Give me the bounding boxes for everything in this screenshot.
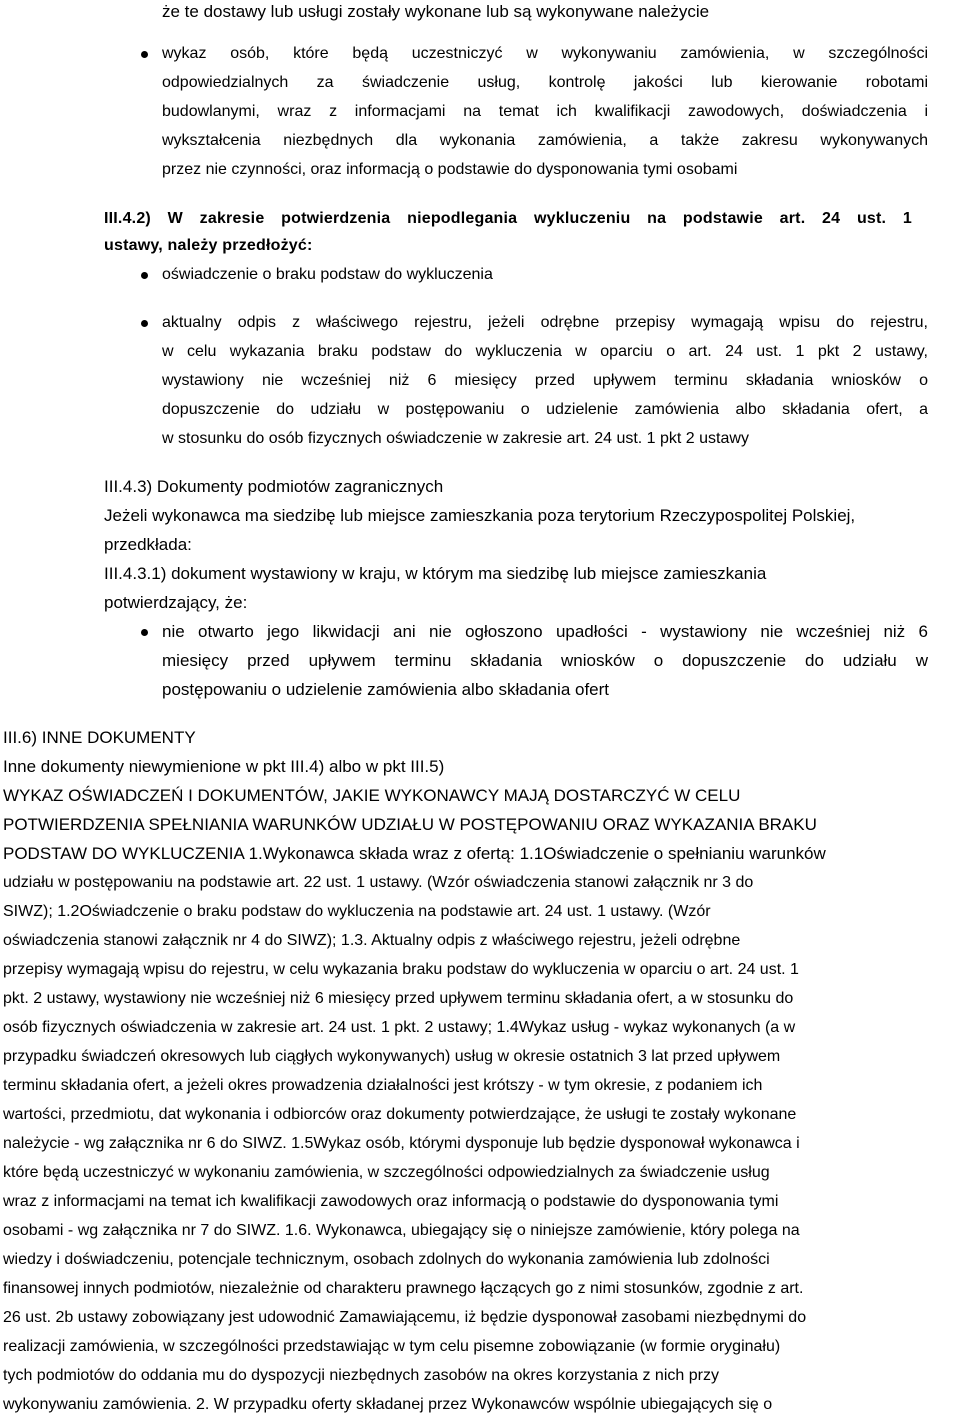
inne-line: wiedzy i doświadczeniu, potencjale technicznym, osobach zdolnych do wykonania zamówienia lub zdolności [3,1251,770,1268]
likwidacja-line: nie otwarto jego likwidacji ani nie ogłoszono upadłości - wystawiony nie wcześniej niż 6 [162,622,928,641]
zagraniczne-line: przedkłada: [104,535,192,554]
inne-line: tych podmiotów do oddania mu do dyspozycji niezbędnych zasobów na okres korzystania z nich przy [3,1367,719,1384]
likwidacja-line: miesięcy przed upływem terminu składania wniosków o dopuszczenie do udziału w [162,651,928,670]
inne-line: osób fizycznych oświadczenia w zakresie art. 24 ust. 1 pkt. 2 ustawy; 1.4Wykaz usług - wykaz wykonanych (a w [3,1019,796,1036]
bullet-icon [141,51,148,58]
inne-line: oświadczenia stanowi załącznik nr 4 do SIWZ); 1.3. Aktualny odpis z właściwego rejestru, jeżeli odrębne [3,932,741,949]
odpis-line: aktualny odpis z właściwego rejestru, jeżeli odrębne przepisy wymagają wpisu do rejestru, [162,314,928,331]
inne-line: terminu składania ofert, a jeżeli okres prowadzenia działalności jest krótszy - w tym okresie, z podaniem ich [3,1077,763,1094]
odpis-line: dopuszczenie do udziału w postępowaniu o udzielenie zamówienia albo składania ofert, a [162,401,928,418]
inne-line: wartości, przedmiotu, dat wykonania i odbiorców oraz dokumenty potwierdzające, że usługi te zostały wykonane [3,1106,797,1123]
inne-line: 26 ust. 2b ustawy zobowiązany jest udowodnić Zamawiającemu, iż będzie dysponował zasobami niezbędnymi do [3,1309,807,1326]
section-heading-342: III.4.2) W zakresie potwierdzenia niepodlegania wykluczeniu na podstawie art. 24 ust. 1 [104,210,912,227]
inne-line: finansowej innych podmiotów, niezależnie od charakteru prawnego łączących go z nimi stosunków, zgodnie z art. [3,1280,804,1297]
inne-line: POTWIERDZENIA SPEŁNIANIA WARUNKÓW UDZIAŁU W POSTĘPOWANIU ORAZ WYKAZANIA BRAKU [3,815,817,834]
section-heading-343: III.4.3) Dokumenty podmiotów zagranicznych [104,477,444,496]
odpis-line: wystawiony nie wcześniej niż 6 miesięcy przed upływem terminu składania wniosków o [162,372,928,389]
zagraniczne-line: Jeżeli wykonawca ma siedzibę lub miejsce zamieszkania poza terytorium Rzeczypospolitej Polskiej, [104,506,856,525]
inne-line: osobami - wg załącznika nr 7 do SIWZ. 1.6. Wykonawca, ubiegający się o niniejsze zamówienie, który polega na [3,1222,800,1239]
wykaz-line: przez nie czynności, oraz informacją o podstawie do dysponowania tymi osobami [162,161,738,178]
inne-line: wykonywaniu zamówienia. 2. W przypadku oferty składanej przez Wykonawców wspólnie ubiegających się o [3,1396,773,1413]
section-heading-36: III.6) INNE DOKUMENTY [3,728,196,747]
inne-line: SIWZ); 1.2Oświadczenie o braku podstaw do wykluczenia na podstawie art. 24 ust. 1 ustawy. (Wzór [3,903,711,920]
oswiadczenie-line: oświadczenie o braku podstaw do wykluczenia [162,266,493,283]
inne-line: przepisy wymagają wpisu do rejestru, w celu wykazania braku podstaw do wykluczenia w oparciu o art. 24 ust. 1 [3,961,799,978]
inne-line: PODSTAW DO WYKLUCZENIA 1.Wykonawca składa wraz z ofertą: 1.1Oświadczenie o spełnianiu warunków [3,844,826,863]
wykaz-line: wykształcenia niezbędnych dla wykonania zamówienia, a także zakresu wykonywanych [162,132,928,149]
zagraniczne-line: III.4.3.1) dokument wystawiony w kraju, w którym ma siedzibę lub miejsce zamieszkania [104,564,767,583]
section-heading-342: ustawy, należy przedłożyć: [104,237,313,254]
likwidacja-line: postępowaniu o udzielenie zamówienia albo składania ofert [162,680,610,699]
inne-line: WYKAZ OŚWIADCZEŃ I DOKUMENTÓW, JAKIE WYKONAWCY MAJĄ DOSTARCZYĆ W CELU [3,786,741,805]
bullet-icon [141,629,148,636]
inne-line: wraz z informacjami na temat ich kwalifikacji zawodowych oraz informacją o podstawie do dysponowania tymi [3,1193,779,1210]
inne-line: Inne dokumenty niewymienione w pkt III.4) albo w pkt III.5) [3,757,445,776]
inne-line: udziału w postępowaniu na podstawie art. 22 ust. 1 ustawy. (Wzór oświadczenia stanowi załącznik nr 3 do [3,874,754,891]
wykaz-line: budowlanymi, wraz z informacjami na temat ich kwalifikacji zawodowych, doświadczenia i [162,103,928,120]
bullet-icon [141,272,148,279]
inne-line: realizacji zamówienia, w szczególności przedstawiając w tym celu pisemne zobowiązanie (w formie oryginału) [3,1338,781,1355]
bullet-icon [141,320,148,327]
inne-line: pkt. 2 ustawy, wystawiony nie wcześniej niż 6 miesięcy przed upływem terminu składania ofert, a w stosunku do [3,990,794,1007]
wykaz-line: odpowiedzialnych za świadczenie usług, kontrolę jakości lub kierowanie robotami [162,74,928,91]
inne-line: przypadku świadczeń okresowych lub ciągłych wykonywanych) usług w okresie ostatnich 3 lat przed upływem [3,1048,781,1065]
continuation-line: że te dostawy lub usługi zostały wykonane lub są wykonywane należycie [162,2,710,21]
odpis-line: w stosunku do osób fizycznych oświadczenie w zakresie art. 24 ust. 1 pkt 2 ustawy [162,430,749,447]
inne-line: które będą uczestniczyć w wykonaniu zamówienia, w szczególności odpowiedzialnych za świadczenie usług [3,1164,770,1181]
zagraniczne-line: potwierdzający, że: [104,593,248,612]
inne-line: należycie - wg załącznika nr 6 do SIWZ. 1.5Wykaz osób, którymi dysponuje lub będzie dysponował wykonawca i [3,1135,800,1152]
wykaz-line: wykaz osób, które będą uczestniczyć w wykonywaniu zamówienia, w szczególności [162,45,928,62]
odpis-line: w celu wykazania braku podstaw do wykluczenia w oparciu o art. 24 ust. 1 pkt 2 ustawy, [162,343,928,360]
